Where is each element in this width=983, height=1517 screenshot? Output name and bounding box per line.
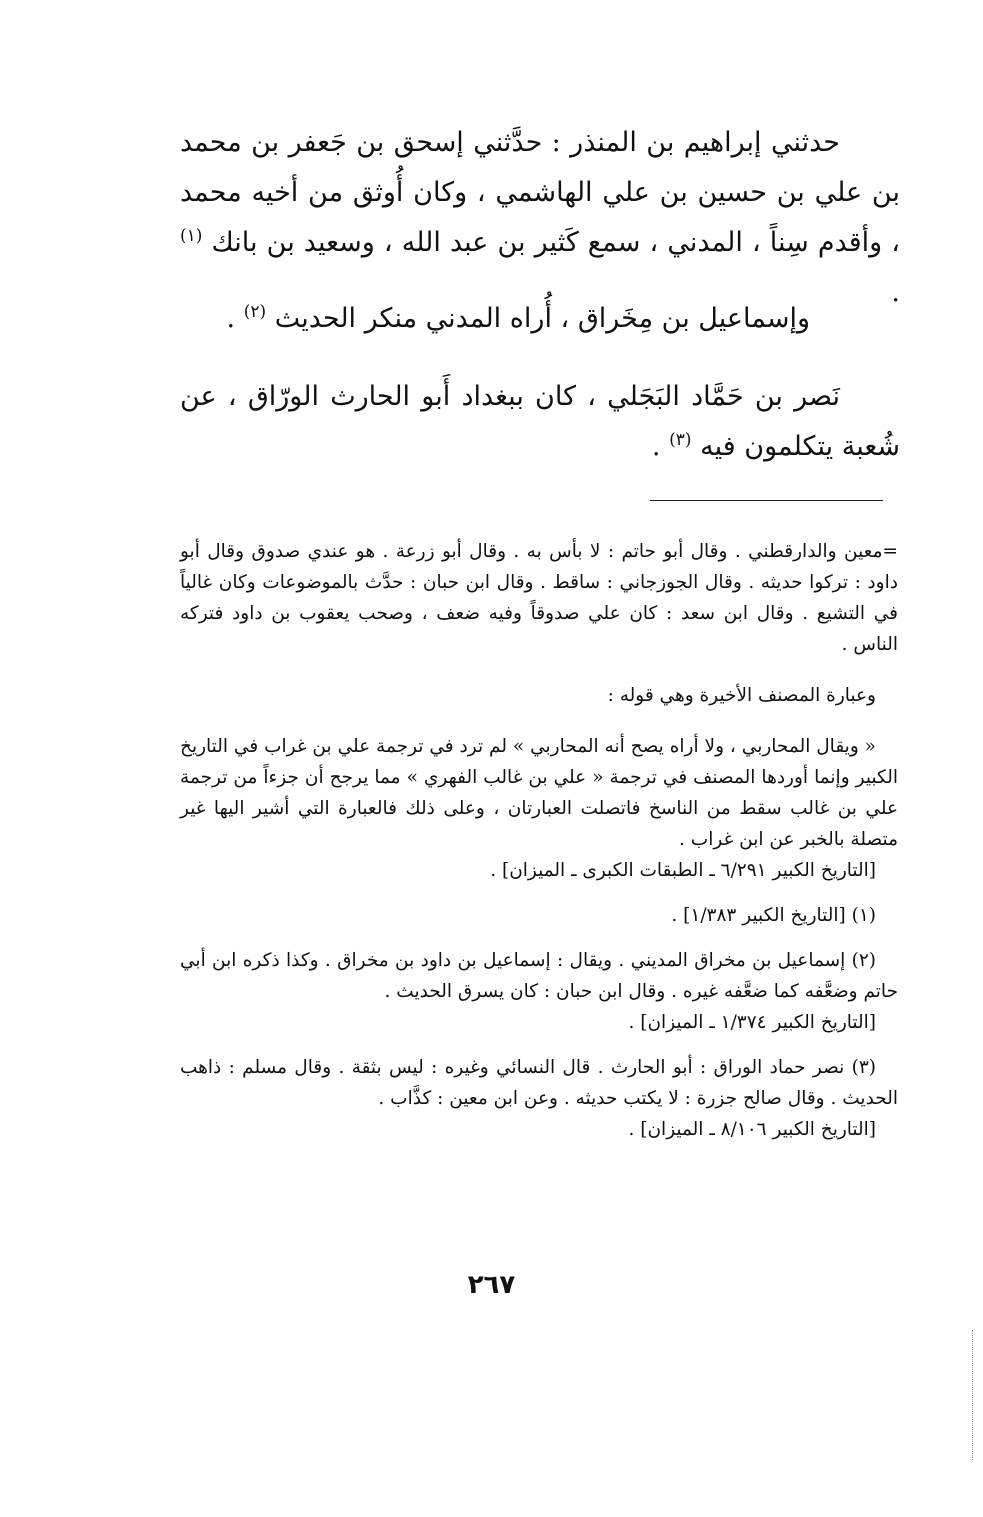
footnote-3: (٣) نصر حماد الوراق : أبو الحارث . قال النسائي وغيره : ليس بثقة . وقال مسلم : ذاهب الحديث . وقال صالح جزرة : لا يكتب حديثه . وعن ابن معين : كذَّاب . bbox=[180, 1057, 898, 1109]
footnote-continuation: =معين والدارقطني . وقال أبو حاتم : لا بأس به . وقال أبو زرعة . هو عندي صدوق وقال أبو داود : تركوا حديثه . وقال الجوزجاني : ساقط . وقال ابن حبان : حدَّث بالموضوعات وكان غالياً في التشيع . وقال ابن سعد : كان علي صدوقاً وفيه ضعف ، وصحب يعقوب بن داود فتركه الناس . bbox=[180, 541, 898, 655]
footnote-ref-2: (٢) bbox=[243, 302, 267, 322]
main-text-3 bbox=[180, 372, 900, 472]
remark-intro: وعبارة المصنف الأخيرة وهي قوله : bbox=[607, 685, 876, 706]
entry-nasr-bin-hammad: نَصر بن حَمَّاد البَجَلي ، كان ببغداد أَبو الحارث الورّاق ، عن شُعبة يتكلمون فيه $^{(٣)}$ . bbox=[180, 381, 900, 462]
footnote-ref-3: (٣) bbox=[669, 430, 692, 450]
entry-ismail-bin-mikhraq: وإسماعيل بن مِخَراق ، أُراه المدني منكر الحديث $^{(٢)}$ . bbox=[226, 302, 810, 334]
footnote-ref-1: (١) bbox=[180, 226, 203, 246]
footnote-2: (٢) إسماعيل بن مخراق المديني . ويقال : إسماعيل بن داود بن مخراق . وكذا ذكره ابن أبي حاتم وضعَّفه كما ضعَّفه غيره . وقال ابن حبان : كان يسرق الحديث . bbox=[180, 950, 898, 1002]
footnote-3-citation: [التاريخ الكبير ٨/١٠٦ ـ الميزان] . bbox=[628, 1119, 876, 1140]
remark-citation: [التاريخ الكبير ٦/٢٩١ ـ الطبقات الكبرى ـ الميزان] . bbox=[490, 860, 876, 881]
footnotes bbox=[180, 536, 898, 1145]
footnote-2-citation: [التاريخ الكبير ١/٣٧٤ ـ الميزان] . bbox=[628, 1012, 876, 1033]
page-number: ٢٦٧ bbox=[467, 1270, 516, 1300]
footnote-1: (١) [التاريخ الكبير ١/٣٨٣] . bbox=[671, 905, 876, 926]
main-text-2 bbox=[180, 294, 900, 344]
main-text bbox=[180, 118, 900, 318]
remark-body: « ويقال المحاربي ، ولا أراه يصح أنه المحاربي » لم ترد في ترجمة علي بن غراب في التاريخ الكبير وإنما أوردها المصنف في ترجمة « علي بن غالب الفهري » مما يرجح أن جزءاً من ترجمة علي بن غالب سقط من الناسخ فاتصلت العبارتان ، وعلى ذلك فالعبارة التي أشير اليها غير متصلة بالخبر عن ابن غراب . bbox=[180, 736, 898, 850]
scan-edge-marks bbox=[972, 1330, 975, 1460]
footnote-separator bbox=[650, 500, 883, 501]
entry-ishaq-bin-jafar: حدثني إبراهيم بن المنذر : حدَّثني إسحق بن جَعفر بن محمد بن علي بن حسين بن علي الهاشمي ، وكان أُوثق من أخيه محمد ، وأقدم سِناً ، المدني ، سمع كَثير بن عبد الله ، وسعيد بن بانك $^{(١)}$ . bbox=[180, 127, 900, 308]
